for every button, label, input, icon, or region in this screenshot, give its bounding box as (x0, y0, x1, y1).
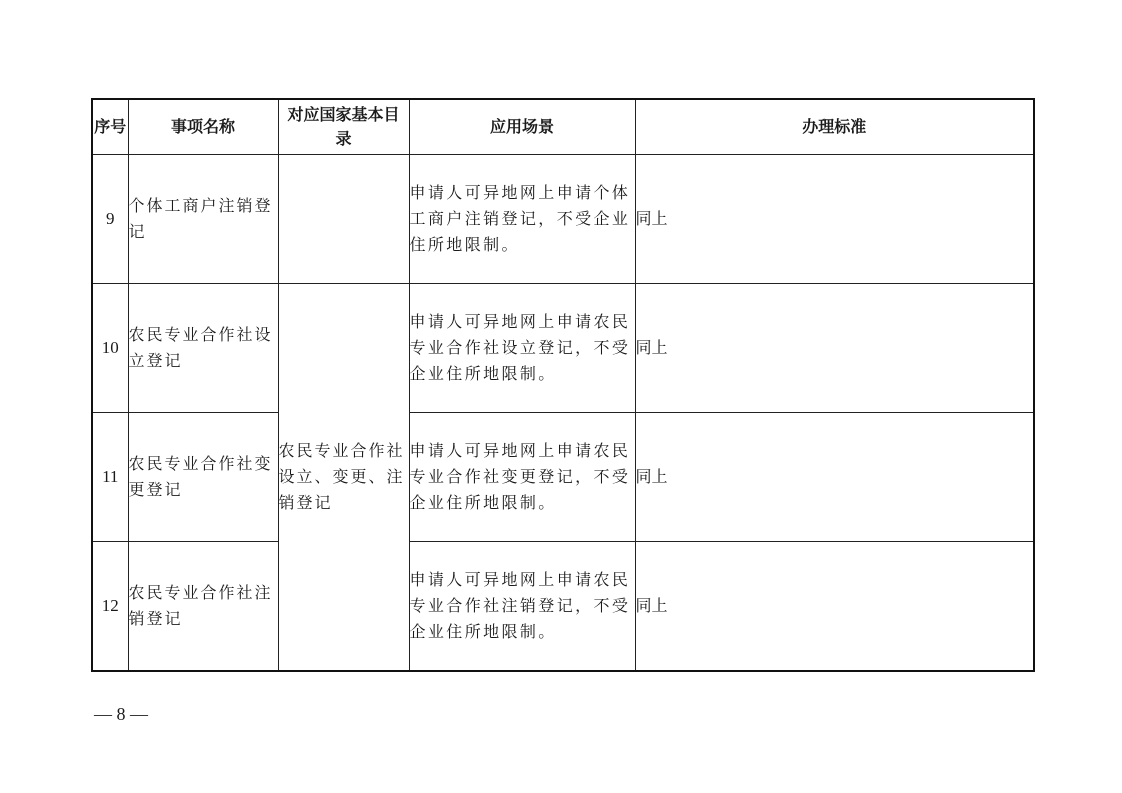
matter-name: 农民专业合作社设立登记 (128, 284, 278, 413)
matter-name: 个体工商户注销登记 (128, 155, 278, 284)
scene-cell: 申请人可异地网上申请个体工商户注销登记，不受企业住所地限制。 (409, 155, 635, 284)
row-number: 9 (92, 155, 128, 284)
header-catalog: 对应国家基本目录 (278, 99, 409, 155)
matter-name: 农民专业合作社注销登记 (128, 542, 278, 672)
table-header-row (92, 99, 1034, 155)
row-number: 12 (92, 542, 128, 672)
catalog-cell (278, 155, 409, 284)
merged-catalog-cell: 农民专业合作社设立、变更、注销登记 (278, 284, 409, 672)
standard-cell: 同上 (635, 413, 1034, 542)
standard-cell: 同上 (635, 542, 1034, 672)
scene-cell: 申请人可异地网上申请农民专业合作社设立登记，不受企业住所地限制。 (409, 284, 635, 413)
row-number: 10 (92, 284, 128, 413)
standard-cell: 同上 (635, 284, 1034, 413)
matters-table (91, 98, 1035, 672)
scene-cell: 申请人可异地网上申请农民专业合作社变更登记，不受企业住所地限制。 (409, 413, 635, 542)
table-row (92, 413, 1034, 542)
header-seq: 序号 (92, 99, 128, 155)
header-scene: 应用场景 (409, 99, 635, 155)
table-row (92, 155, 1034, 284)
header-name: 事项名称 (128, 99, 278, 155)
page-number: — 8 — (94, 704, 148, 724)
header-standard: 办理标准 (635, 99, 1034, 155)
table-row (92, 542, 1034, 672)
row-number: 11 (92, 413, 128, 542)
table-row (92, 284, 1034, 413)
scene-cell: 申请人可异地网上申请农民专业合作社注销登记，不受企业住所地限制。 (409, 542, 635, 672)
matter-name: 农民专业合作社变更登记 (128, 413, 278, 542)
standard-cell: 同上 (635, 155, 1034, 284)
